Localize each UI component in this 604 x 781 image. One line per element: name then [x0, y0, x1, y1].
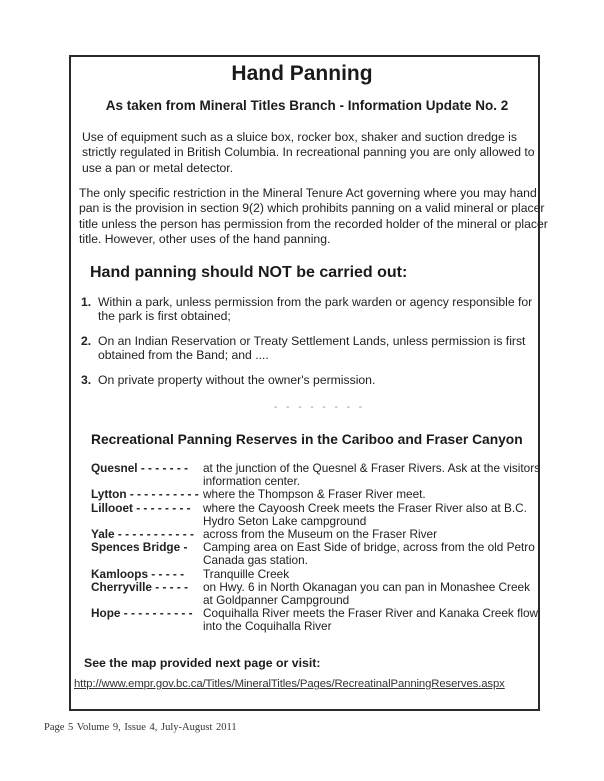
reserve-row: [91, 488, 541, 501]
reserve-name: Lytton: [91, 488, 127, 502]
restrictions-list: [81, 296, 541, 400]
reserve-name: Cherryville: [91, 580, 152, 594]
reserve-description: across from the Museum on the Fraser River: [203, 527, 438, 542]
reserve-dashes: - - - - - - - - - -: [126, 488, 199, 502]
list-item: [81, 335, 541, 362]
reserve-row: [91, 607, 541, 633]
reserve-description: at the junction of the Quesnel & Fraser Rivers. Ask at the visitors information center.: [203, 461, 541, 489]
reserve-dashes: - - - - - - -: [137, 462, 189, 475]
reserve-row: [91, 568, 541, 581]
restrictions-heading: Hand panning should NOT be carried out:: [90, 264, 408, 281]
reserve-description: Camping area on East Side of bridge, across from the old Petro Canada gas station.: [203, 540, 535, 568]
section-separator: - - - - - - - -: [274, 402, 366, 413]
reserves-list: [91, 462, 541, 634]
list-text: On private property without the owner's permission.: [98, 373, 376, 387]
list-item: [81, 374, 541, 388]
reserve-name: Spences Bridge: [91, 541, 181, 555]
page-subtitle: As taken from Mineral Titles Branch - Information Update No. 2: [105, 98, 509, 113]
list-number: 1.: [81, 295, 92, 309]
reserve-description: Coquihalla River meets the Fraser River and Kanaka Creek flow into the Coquihalla River: [203, 606, 539, 634]
reserves-link[interactable]: http://www.empr.gov.bc.ca/Titles/MineralTitles/Pages/RecreatinalPanningReserves.aspx: [74, 678, 505, 690]
reserve-row: [91, 581, 541, 607]
intro-paragraph: Use of equipment such as a sluice box, rocker box, shaker and suction dredge is strictly regulated in British Columbia. In recreational panning you are only allowed to use a pan or metal detector.: [82, 130, 535, 175]
reserve-name: Hope: [91, 607, 121, 621]
reserve-dashes: - - - - - - - -: [132, 501, 191, 515]
reserve-name: Quesnel: [91, 462, 138, 475]
reserve-description: on Hwy. 6 in North Okanagan you can pan in Monashee Creek at Goldpanner Campground: [203, 579, 531, 608]
reserve-description: Tranquille Creek: [203, 566, 290, 581]
reserve-dashes: -: [180, 541, 188, 555]
reserve-dashes: - - - - - - - - - -: [120, 607, 193, 621]
reserve-description: where the Thompson & Fraser River meet.: [203, 487, 426, 502]
see-map-note: See the map provided next page or visit:: [84, 656, 321, 670]
restriction-paragraph: The only specific restriction in the Mineral Tenure Act governing where you may hand pan is the provision in section 9(2) which prohibits panning on a valid mineral or placer title unless the person has permission from the recorded holder of the mineral or placer title. However, other uses of the hand panning.: [79, 186, 548, 247]
list-text: On an Indian Reservation or Treaty Settlement Lands, unless permission is first obtained from the Band; and ....: [98, 334, 526, 362]
reserve-row: [91, 462, 541, 488]
reserve-row: [91, 541, 541, 567]
reserve-name: Yale: [91, 528, 115, 542]
list-number: 2.: [81, 334, 92, 348]
page-title: Hand Panning: [231, 62, 373, 85]
reserve-row: [91, 502, 541, 528]
reserve-dashes: - - - - - - - - - - -: [114, 528, 194, 542]
reserve-dashes: - - - - -: [148, 567, 185, 581]
list-item: [81, 296, 541, 323]
reserve-dashes: - - - - -: [151, 580, 189, 594]
reserves-heading: Recreational Panning Reserves in the Cariboo and Fraser Canyon: [91, 432, 523, 447]
reserve-name: Lillooet: [91, 501, 133, 515]
reserve-name: Kamloops: [91, 567, 149, 581]
reserve-description: where the Cayoosh Creek meets the Fraser River also at B.C. Hydro Seton Lake campground: [203, 500, 527, 528]
list-number: 3.: [81, 373, 92, 387]
list-text: Within a park, unless permission from the park warden or agency responsible for the park is first obtained;: [98, 295, 533, 323]
page-footer: Page 5 Volume 9, Issue 4, July-August 2011: [44, 722, 237, 733]
